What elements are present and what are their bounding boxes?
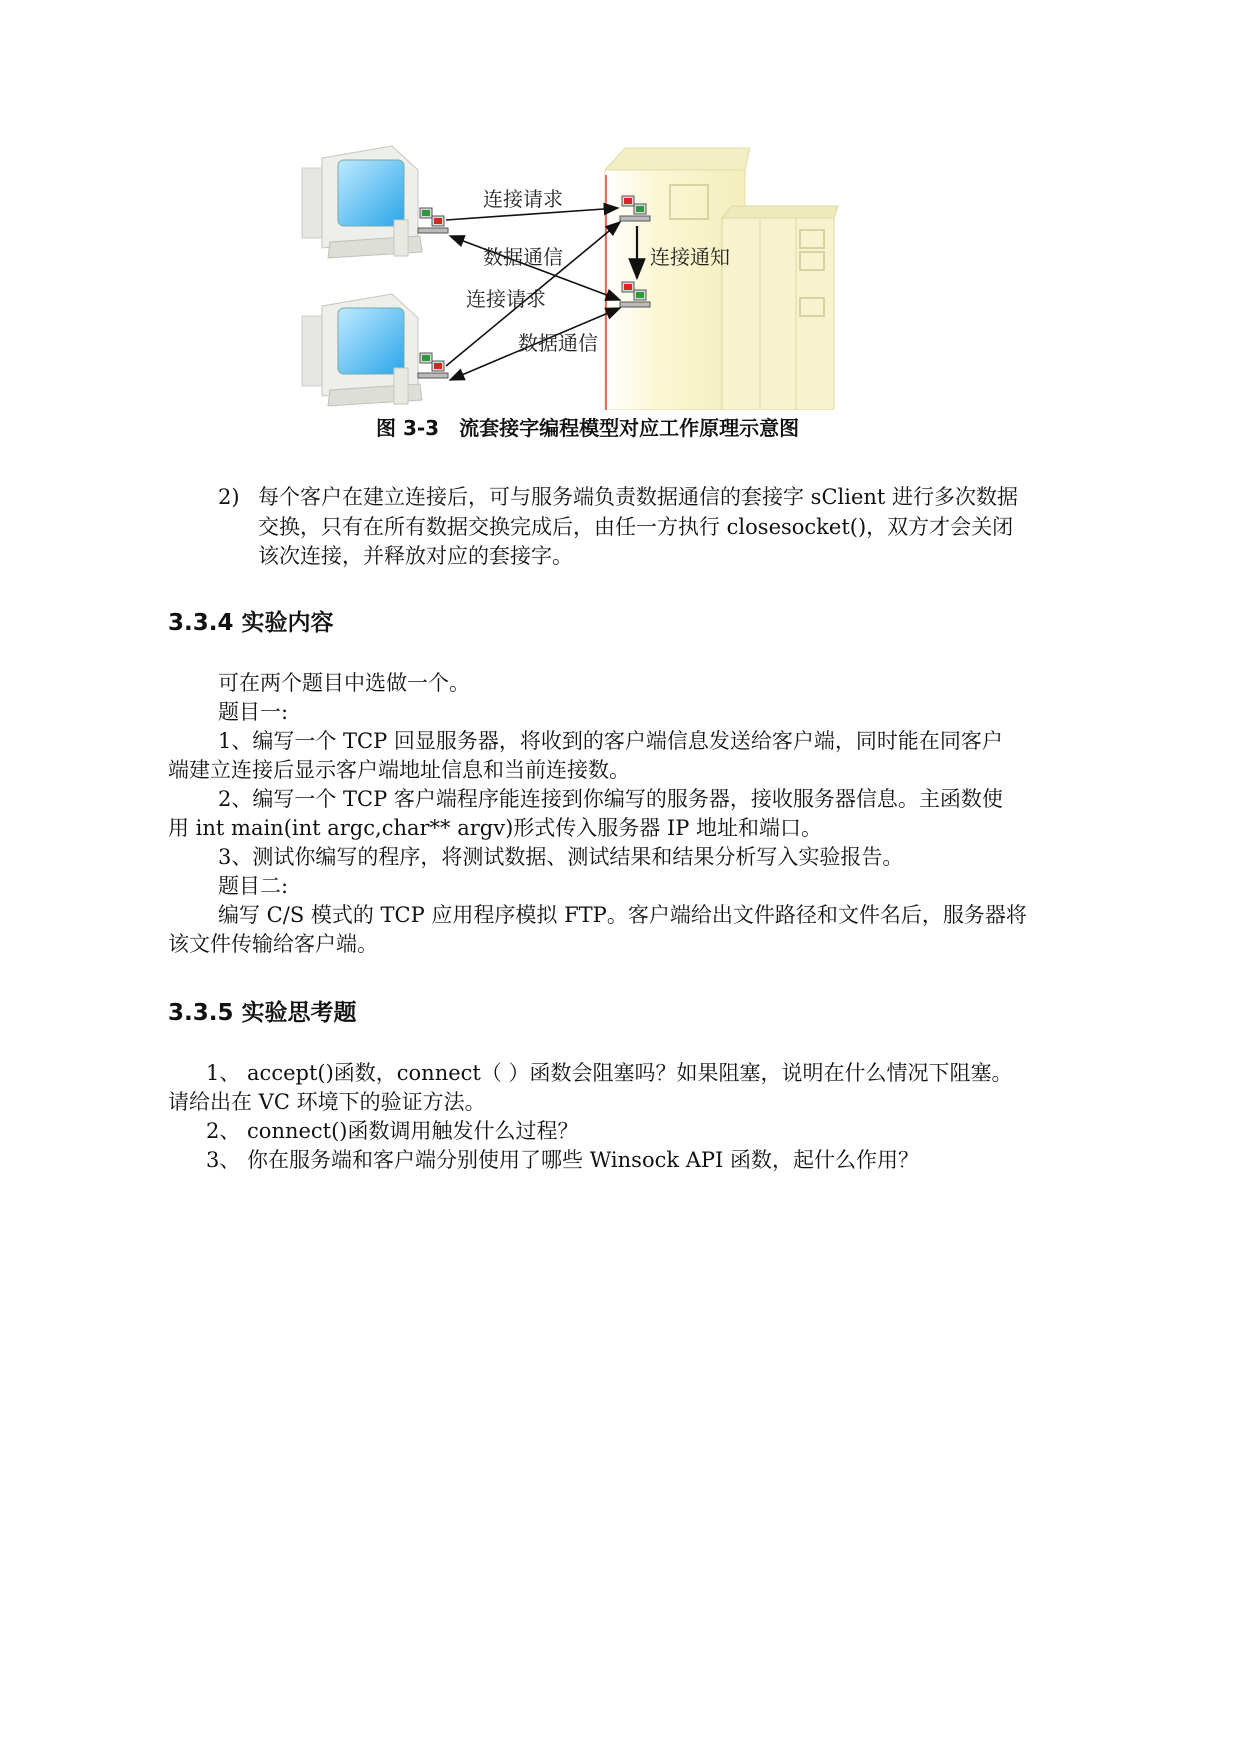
client-socket-icon-2 [418, 353, 448, 378]
label-conn-req-2: 连接请求 [466, 287, 546, 311]
paragraph-line: 3、测试你编写的程序，将测试数据、测试结果和结果分析写入实验报告。 [218, 845, 904, 869]
label-data-comm-2: 数据通信 [518, 331, 598, 355]
figure-caption: 图 3-3 流套接字编程模型对应工作原理示意图 [376, 416, 800, 440]
label-data-comm-1: 数据通信 [483, 245, 563, 269]
paragraph-line: 题目二: [218, 874, 289, 898]
paragraph-line: 1、编写一个 TCP 回显服务器，将收到的客户端信息发送给客户端，同时能在同客户 [218, 729, 1003, 753]
list-marker: 2) [218, 485, 240, 509]
client-computer-2 [302, 294, 422, 406]
paragraph-line: 题目一: [218, 700, 289, 724]
section-heading-334: 3.3.4 实验内容 [168, 610, 334, 636]
figure-diagram [300, 140, 860, 410]
paragraph-line: 请给出在 VC 环境下的验证方法。 [168, 1090, 486, 1114]
paragraph-line: 1、 accept()函数，connect（ ）函数会阻塞吗？如果阻塞，说明在什么情况下阻塞。 [206, 1061, 1013, 1085]
server-building [605, 148, 838, 410]
paragraph-line: 编写 C/S 模式的 TCP 应用程序模拟 FTP。客户端给出文件路径和文件名后，服务器将 [218, 903, 1027, 927]
paragraph-line: 用 int main(int argc,char** argv)形式传入服务器 IP 地址和端口。 [168, 816, 823, 840]
paragraph-line: 可在两个题目中选做一个。 [218, 671, 470, 695]
paragraph-line: 每个客户在建立连接后，可与服务端负责数据通信的套接字 sClient 进行多次数据 [258, 485, 1019, 509]
paragraph-line: 3、 你在服务端和客户端分别使用了哪些 Winsock API 函数，起什么作用？ [206, 1148, 920, 1172]
paragraph-line: 2、 connect()函数调用触发什么过程？ [206, 1119, 579, 1143]
client-socket-icon-1 [418, 208, 448, 233]
paragraph-line: 该文件传输给客户端。 [168, 932, 378, 956]
label-conn-notify: 连接通知 [650, 245, 730, 269]
paragraph-line: 端建立连接后显示客户端地址信息和当前连接数。 [168, 758, 630, 782]
paragraph-line: 2、编写一个 TCP 客户端程序能连接到你编写的服务器，接收服务器信息。主函数使 [218, 787, 1003, 811]
section-heading-335: 3.3.5 实验思考题 [168, 1000, 357, 1026]
client-computer-1 [302, 146, 422, 258]
label-conn-req-1: 连接请求 [483, 187, 563, 211]
paragraph-line: 该次连接，并释放对应的套接字。 [258, 544, 573, 568]
paragraph-line: 交换，只有在所有数据交换完成后，由任一方执行 closesocket()，双方才会关闭 [258, 515, 1014, 539]
